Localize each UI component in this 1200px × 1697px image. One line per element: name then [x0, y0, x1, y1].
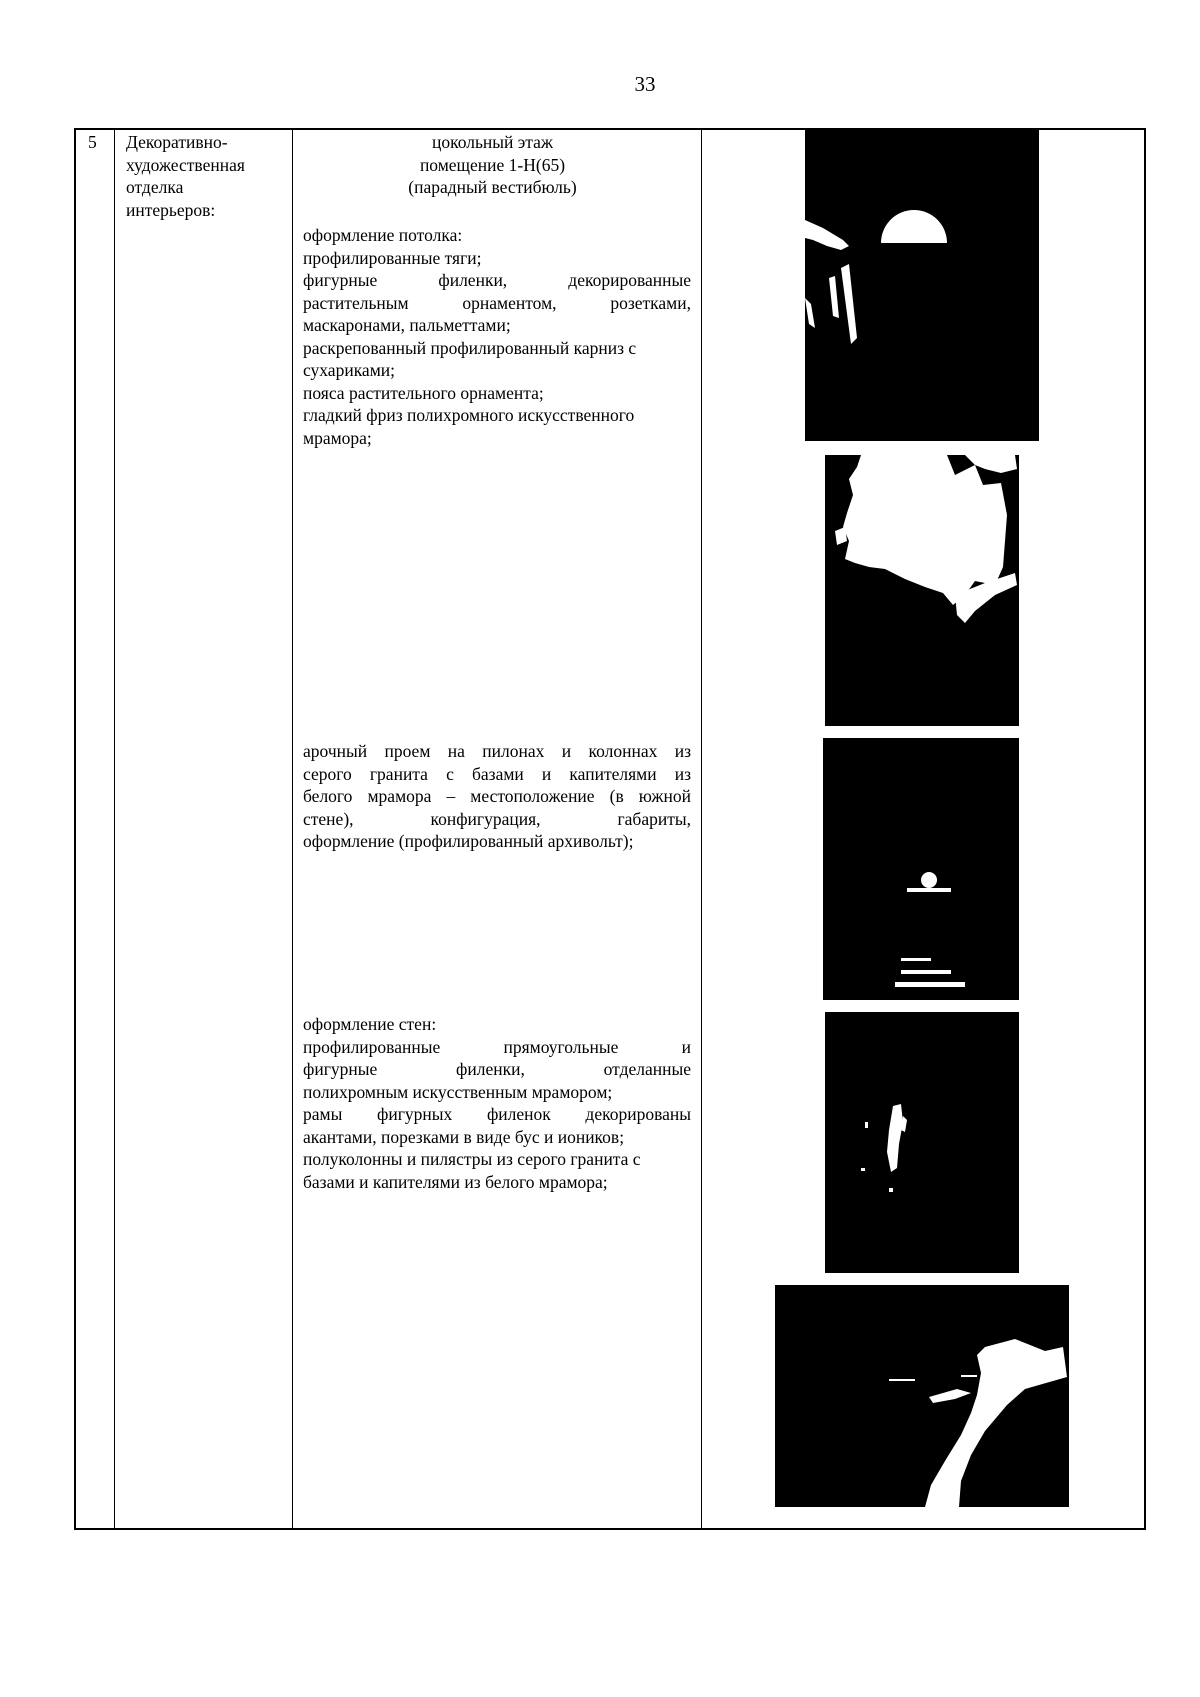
- walls-description: [303, 1013, 691, 1193]
- arch-line: белого мрамора – местоположение (в южной: [303, 786, 691, 806]
- walls-line: полихромным искусственным мрамором;: [303, 1081, 613, 1102]
- walls-line: рамы фигурных филенок декорированы: [303, 1104, 691, 1124]
- photo-ceiling-2: [825, 455, 1019, 726]
- arch-line: оформление (профилированный архивольт);: [303, 831, 634, 851]
- ceiling-line: раскрепованный профилированный карниз с: [303, 337, 637, 358]
- inventory-table: [74, 128, 1146, 1530]
- ceiling-line: гладкий фриз полихромного искусственного: [303, 405, 635, 425]
- walls-line: полуколонны и пилястры из серого гранита с: [303, 1149, 641, 1169]
- photo-walls-1: [825, 1012, 1019, 1273]
- ceiling-line: маскаронами, пальметтами;: [303, 315, 511, 335]
- column-divider: [114, 130, 115, 1528]
- ceiling-line: оформление потолка:: [303, 225, 463, 245]
- row-number: 5: [88, 132, 97, 152]
- arch-description: [303, 740, 691, 853]
- ceiling-line: мрамора;: [303, 427, 372, 448]
- ceiling-line: сухариками;: [303, 360, 395, 380]
- page-number: 33: [634, 72, 656, 96]
- walls-line: профилированные прямоугольные и: [303, 1036, 691, 1057]
- room-heading-line: (парадный вестибюль): [408, 177, 577, 197]
- arch-line: арочный проем на пилонах и колоннах из: [303, 741, 691, 761]
- photo-ceiling-1: [805, 128, 1039, 441]
- walls-line: фигурные филенки, отделанные: [303, 1059, 691, 1079]
- column-divider: [701, 130, 702, 1528]
- ceiling-line: растительным орнаментом, розетками,: [303, 292, 691, 313]
- element-name-line: отделка: [126, 177, 184, 197]
- walls-line: базами и капителями из белого мрамора;: [303, 1171, 608, 1192]
- room-heading: [295, 131, 690, 199]
- room-heading-line: цокольный этаж: [431, 132, 554, 152]
- element-name-line: интерьеров:: [126, 199, 216, 220]
- ceiling-line: фигурные филенки, декорированные: [303, 270, 691, 290]
- element-name-line: Декоративно-: [126, 132, 228, 152]
- photo-arch: [823, 738, 1019, 1000]
- photo-walls-2: [775, 1285, 1069, 1507]
- arch-line: стене), конфигурация, габариты,: [303, 808, 691, 829]
- ceiling-line: пояса растительного орнамента;: [303, 382, 544, 403]
- walls-line: акантами, порезками в виде бус и иоников;: [303, 1126, 625, 1147]
- element-name: [126, 131, 286, 221]
- ceiling-line: профилированные тяги;: [303, 247, 482, 268]
- ceiling-description: [303, 224, 691, 449]
- room-heading-line: помещение 1-Н(65): [419, 154, 566, 175]
- column-divider: [292, 130, 293, 1528]
- walls-line: оформление стен:: [303, 1014, 437, 1034]
- element-name-line: художественная: [126, 154, 245, 175]
- arch-line: серого гранита с базами и капителями из: [303, 763, 691, 784]
